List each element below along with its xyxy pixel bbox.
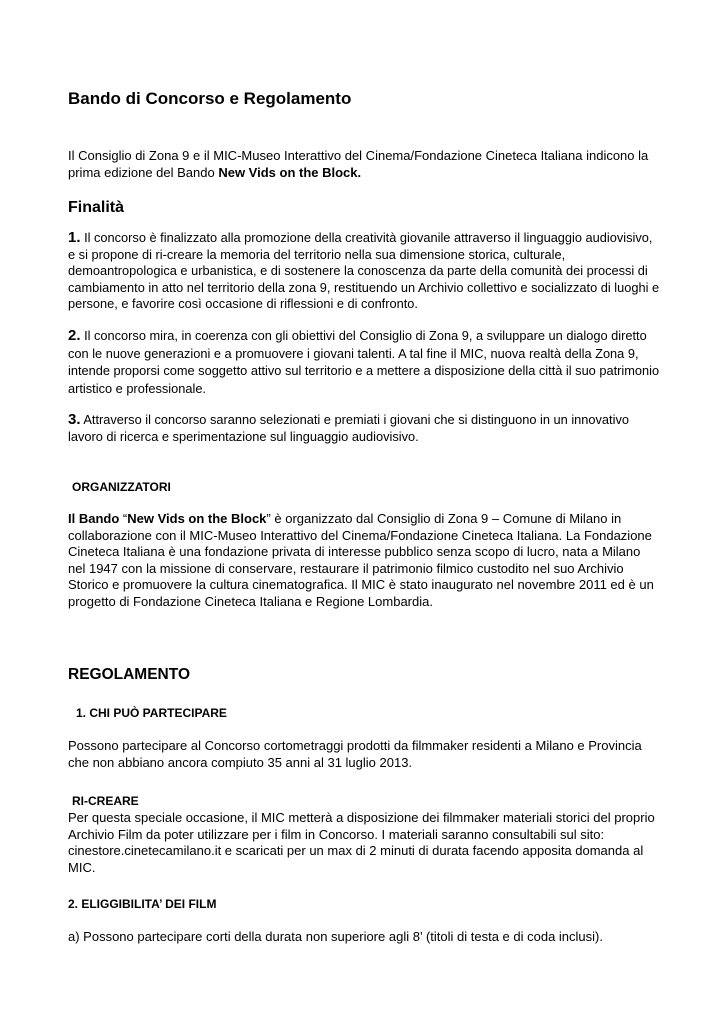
organizzatori-paragraph: Il Bando “New Vids on the Block” è organizzato dal Consiglio di Zona 9 – Comune di Milano in collaborazione con il MIC-Museo Interattivo del Cinema/Fondazione Cineteca Italiana. La Fondazione Cineteca Italiana è una fondazione privata di interesse pubblico senza scopo di lucro, nata a Milano nel 1947 con la missione di conservare, restaurare il patrimonio filmico custodito nel suo Archivio Storico e promuovere la cultura cinematografica. Il MIC è stato inaugurato nel novembre 2011 ed è un progetto di Fondazione Cineteca Italiana e Regione Lombardia. xyxy=(68,511,654,609)
intro-paragraph: Il Consiglio di Zona 9 e il MIC-Museo Interattivo del Cinema/Fondazione Cineteca Italiana indicono la prima edizione del Bando New Vids on the Block. xyxy=(68,148,649,180)
contest-name: New Vids on the Block. xyxy=(218,164,362,180)
finalita-item-3: 3. Attraverso il concorso saranno selezionati e premiati i giovani che si distinguono in un innovativo lavoro di ricerca e sperimentazione sul linguaggio audiovisivo. xyxy=(68,411,629,444)
ricreare-text: Per questa speciale occasione, il MIC metterà a disposizione dei filmmaker materiali storici del proprio Archivio Film da poter utilizzare per i film in Concorso. I materiali saranno consultabili sul sito: cinestore.cinetecamilano.it e scaricati per un max di 2 minuti di durata facendo apposita domanda al MIC. xyxy=(68,810,655,875)
section-1-heading: 1. CHI PUÒ PARTECIPARE xyxy=(76,706,227,720)
organizzatori-heading: ORGANIZZATORI xyxy=(72,480,171,494)
ricreare-heading: RI-CREARE xyxy=(72,794,139,808)
regolamento-heading: REGOLAMENTO xyxy=(68,666,190,683)
section-2-heading: 2. ELIGGIBILITA’ DEI FILM xyxy=(68,897,217,911)
section-1-text: Possono partecipare al Concorso cortometraggi prodotti da filmmaker residenti a Milano e Provincia che non abbiano ancora compiuto 35 anni al 31 luglio 2013. xyxy=(68,738,642,770)
page-title: Bando di Concorso e Regolamento xyxy=(68,89,352,108)
finalita-item-2: 2. Il concorso mira, in coerenza con gli obiettivi del Consiglio di Zona 9, a sviluppare un dialogo diretto con le nuove generazioni e a promuovere i giovani talenti. A tal fine il MIC, nuova realtà della Zona 9, intende proporsi come soggetto attivo sul territorio e a mettere a disposizione della città il suo patrimonio artistico e professionale. xyxy=(68,327,660,396)
section-2-text: a) Possono partecipare corti della durata non superiore agli 8’ (titoli di testa e di coda inclusi). xyxy=(68,929,603,944)
finalita-heading: Finalità xyxy=(68,199,125,216)
finalita-item-1: 1. Il concorso è finalizzato alla promozione della creatività giovanile attraverso il linguaggio audiovisivo, e si propone di ri-creare la memoria del territorio nella sua dimensione storica, culturale, demoantropologica e urbanistica, e di sostenere la conoscenza da parte della comunità dei processi di cambiamento in atto nel territorio della zona 9, restituendo un Archivio collettivo e socializzato di luoghi e persone, e favorire così occasione di riflessioni e di confronto. xyxy=(68,229,660,312)
